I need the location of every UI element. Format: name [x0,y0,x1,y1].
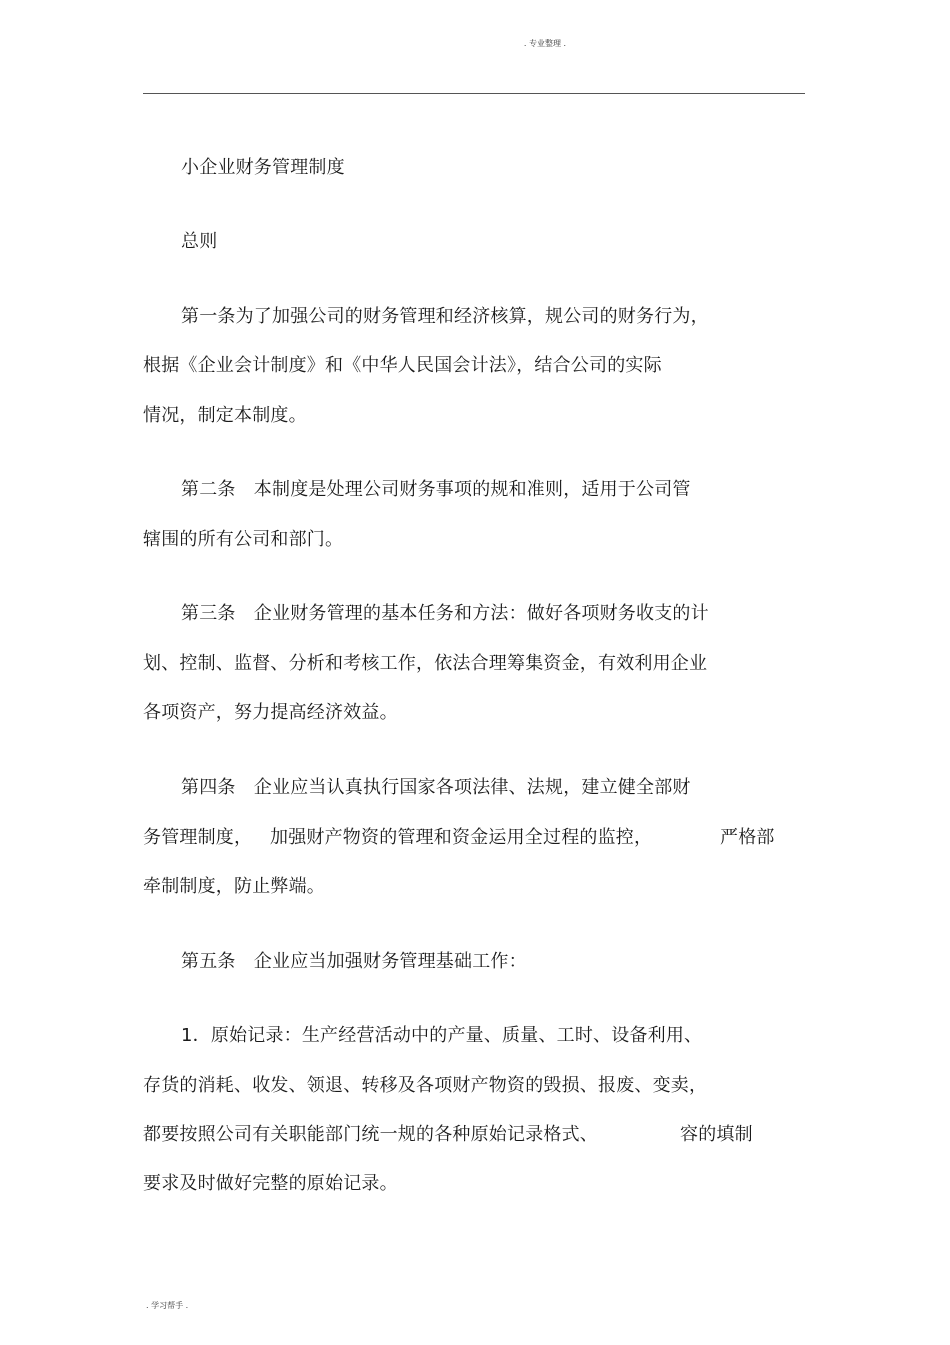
article-5-line-1: 第五条 企业应当加强财务管理基础工作： [181,951,527,972]
item-1-line-4: 要求及时做好完整的原始记录。 [143,1173,398,1194]
document-title: 小企业财务管理制度 [181,157,345,178]
header-note: . 专业整理 . [523,39,567,48]
footer-note: . 学习帮手 . [146,1301,189,1310]
article-4-line-2a: 务管理制度， [143,827,253,848]
section-heading: 总则 [181,231,218,252]
article-2-line-1: 第二条 本制度是处理公司财务事项的规和准则，适用于公司管 [181,479,691,500]
article-1-line-3: 情况，制定本制度。 [143,405,307,426]
item-1-line-3b: 容的填制 [680,1124,753,1145]
item-1-line-2: 存货的消耗、收发、领退、转移及各项财产物资的毁损、报废、变卖， [143,1075,708,1096]
article-1-line-2: 根据《企业会计制度》和《中华人民国会计法》，结合公司的实际 [143,355,662,376]
article-4-line-3: 牵制制度，防止弊端。 [143,876,325,897]
article-3-line-1: 第三条 企业财务管理的基本任务和方法：做好各项财务收支的计 [181,603,709,624]
article-1-line-1: 第一条为了加强公司的财务管理和经济核算，规公司的财务行为， [181,306,709,327]
article-3-line-3: 各项资产，努力提高经济效益。 [143,702,398,723]
item-1-line-1: 1．原始记录：生产经营活动中的产量、质量、工时、设备利用、 [181,1025,703,1046]
header-divider [143,93,805,94]
article-3-line-2: 划、控制、监督、分析和考核工作，依法合理筹集资金，有效利用企业 [143,653,708,674]
item-1-line-3a: 都要按照公司有关职能部门统一规的各种原始记录格式、 [143,1124,598,1145]
article-4-line-2b: 加强财产物资的管理和资金运用全过程的监控， [270,827,653,848]
article-2-line-2: 辖围的所有公司和部门。 [143,529,344,550]
article-4-line-2c: 严格部 [720,827,775,848]
article-4-line-1: 第四条 企业应当认真执行国家各项法律、法规，建立健全部财 [181,777,691,798]
